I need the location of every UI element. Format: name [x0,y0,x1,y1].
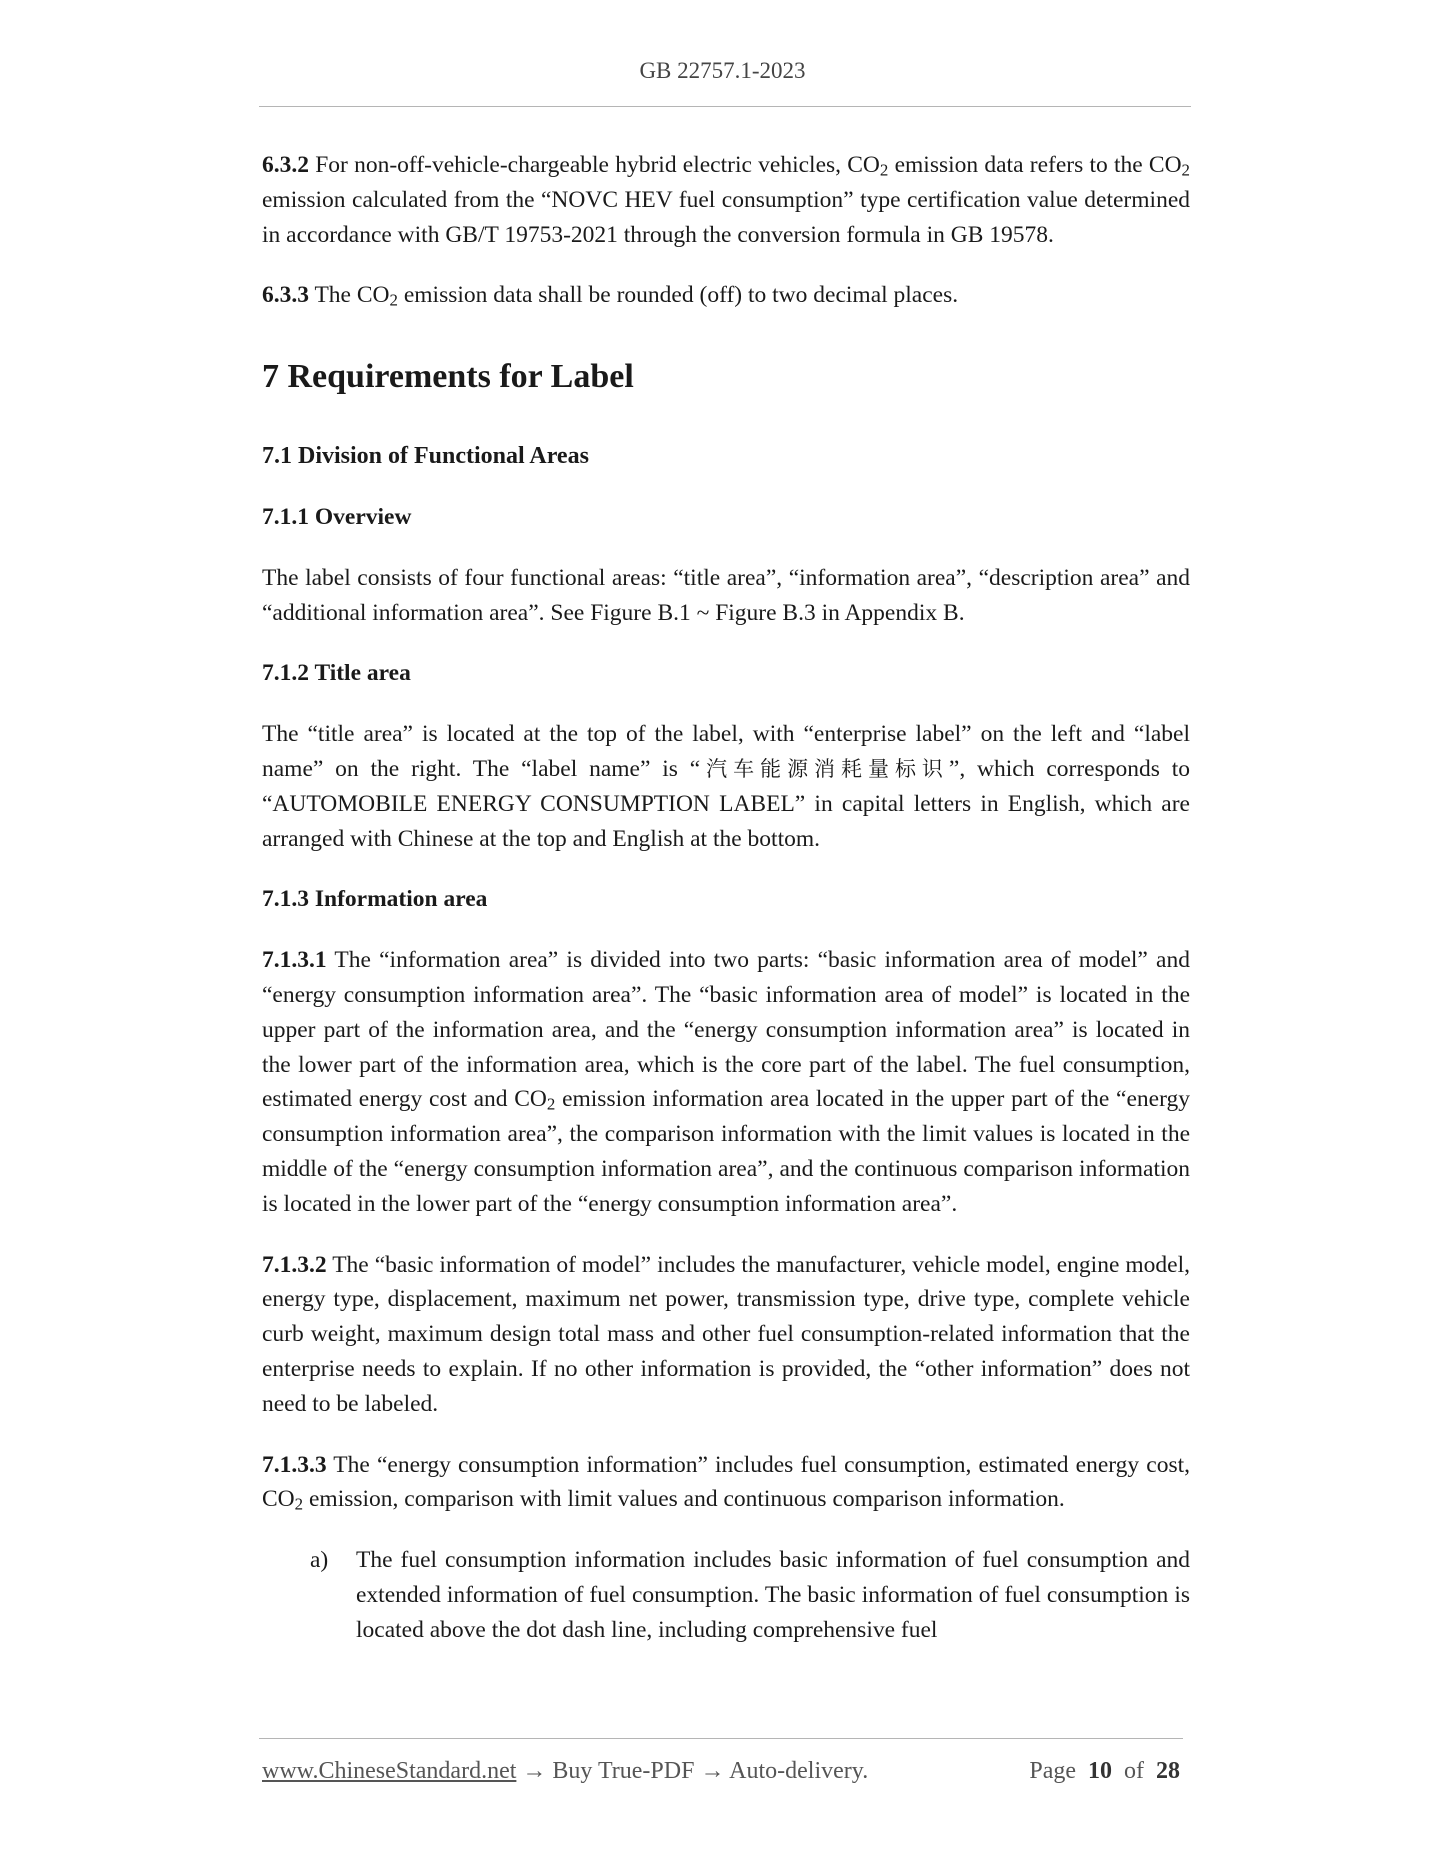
page-body [262,148,1190,1648]
clause-number: 6.3.3 [262,282,309,309]
paragraph-6-3-3: 6.3.3 The $CO_2$ emission data shall be rounded (off) to two decimal places. [262,282,959,311]
paragraph-7-1-3-3: 7.1.3.3 The “energy consumption information” includes fuel consumption, estimated energy cost, $CO_2$ emission, comparison with limit values and continuous comparison information. [262,1451,1190,1515]
list-item: a) The fuel consumption information includes basic information of fuel consumption and extended information of fuel consumption. The basic information of fuel consumption is located above the dot dash line, including comprehensive fuel [262,1543,1190,1647]
current-page: 10 [1088,1758,1112,1784]
footer-divider [259,1738,1183,1739]
total-pages: 28 [1156,1758,1180,1784]
document-id: GB 22757.1-2023 [639,58,806,83]
header-divider [259,106,1191,107]
clause-number: 7.1.3.2 [262,1251,327,1278]
subsection-heading: 7.1.2 Title area [262,660,411,687]
site-link[interactable]: www.ChineseStandard.net [262,1758,517,1784]
clause-number: 7.1.3.1 [262,947,327,974]
paragraph-7-1-1: The label consists of four functional areas: “title area”, “information area”, “description area” and “additional information area”. See Figure B.1 ~ Figure B.3 in Appendix B. [262,564,1190,626]
page-header [0,58,1445,84]
buy-pdf-text: Buy True-PDF [552,1758,695,1784]
subsection-heading: 7.1.3 Information area [262,886,488,913]
clause-number: 6.3.2 [262,152,309,178]
paragraph-7-1-2: The “title area” is located at the top of the label, with “enterprise label” on the left and “label name” on the right. The “label name” is “汽车能源消耗量标识”, which corresponds to “AUTOMOBILE ENERGY CONSUMPTION LABEL” in capital letters in English, which are arranged with Chinese at the top and English at the bottom. [262,721,1190,852]
chinese-label-name: 汽车能源消耗量标识 [700,756,949,781]
section-heading: 7.1 Division of Functional Areas [262,443,589,470]
clause-number: 7.1.3.3 [262,1451,327,1478]
paragraph-7-1-3-2: 7.1.3.2 The “basic information of model” includes the manufacturer, vehicle model, engine model, energy type, displacement, maximum net power, transmission type, drive type, complete vehicle curb weight, maximum design total mass and other fuel consumption-related information that the enterprise needs to explain. If no other information is provided, the “other information” does not need to be labeled. [262,1251,1190,1417]
subsection-heading: 7.1.1 Overview [262,503,412,530]
list-marker: a) [310,1547,329,1574]
chapter-heading: 7 Requirements for Label [262,358,634,396]
page-number: Page 10 of 28 [1029,1758,1180,1784]
paragraph-7-1-3-1: 7.1.3.1 The “information area” is divided into two parts: “basic information area of model” and “energy consumption information area”. The “basic information area of model” is located in the upper part of the information area, and the “energy consumption information area” is located in the lower part of the information area, which is the core part of the label. The fuel consumption, estimated energy cost and $CO_2$ emission information area located in the upper part of the “energy consumption information area”, the comparison information with the limit values is located in the middle of the “energy consumption information area”, and the continuous comparison information is located in the lower part of the “energy consumption information area”. [262,947,1191,1217]
delivery-text: Auto-delivery. [729,1758,869,1784]
paragraph-6-3-2: 6.3.2 For non-off-vehicle-chargeable hybrid electric vehicles, $CO_2$ emission data refers to the $CO_2$ emission calculated from the “NOVC HEV fuel consumption” type certification value determined in accordance with GB/T 19753-2021 through the conversion formula in GB 19578. [262,152,1190,248]
